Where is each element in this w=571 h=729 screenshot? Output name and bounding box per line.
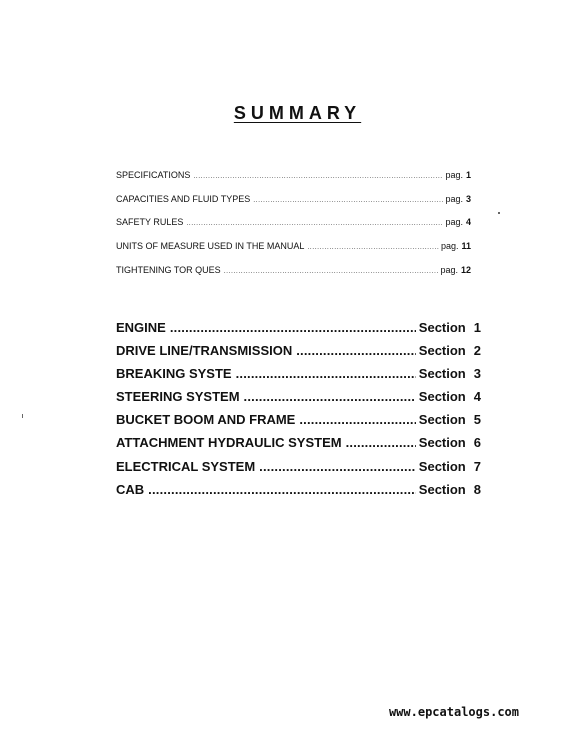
toc-entry-label: SPECIFICATIONS xyxy=(116,170,191,180)
toc-entry xyxy=(116,265,471,289)
section-entry xyxy=(116,366,481,389)
leader-dots xyxy=(253,197,443,204)
section-entry-label: DRIVE LINE/TRANSMISSION xyxy=(116,343,293,359)
leader-dots xyxy=(170,320,416,335)
toc-entry xyxy=(116,170,471,194)
toc-entry-label: TIGHTENING TOR QUES xyxy=(116,264,221,275)
section-entry-label: CAB xyxy=(116,481,145,497)
section-entry-label: ENGINE xyxy=(116,320,166,335)
toc-entry-page: pag. 1 xyxy=(445,170,471,180)
section-entry-number: Section 3 xyxy=(418,366,481,382)
section-entry xyxy=(116,412,481,435)
leader-dots xyxy=(307,244,439,251)
toc-entry-page: pag. 4 xyxy=(445,217,471,228)
toc-entry-label: SAFETY RULES xyxy=(116,217,184,228)
toc-entry-label: UNITS OF MEASURE USED IN THE MANUAL xyxy=(116,241,305,252)
scan-speck xyxy=(22,414,23,418)
toc-entry xyxy=(116,241,471,265)
section-contents-list xyxy=(116,320,481,505)
leader-dots xyxy=(224,268,439,275)
toc-entry-label: CAPACITIES AND FLUID TYPES xyxy=(116,193,251,204)
section-entry-number: Section 6 xyxy=(418,435,481,451)
leader-dots xyxy=(346,435,416,450)
leader-dots xyxy=(299,412,415,427)
section-entry xyxy=(116,343,481,366)
toc-entry-page: pag. 3 xyxy=(445,193,471,204)
leader-dots xyxy=(296,343,416,358)
section-entry-number: Section 2 xyxy=(418,343,481,359)
section-entry-number: Section 8 xyxy=(418,481,481,497)
leader-dots xyxy=(148,482,416,497)
section-entry-number: Section 5 xyxy=(418,412,481,428)
leader-dots xyxy=(244,389,416,404)
section-entry xyxy=(116,482,481,505)
leader-dots xyxy=(193,173,443,180)
section-entry-label: BREAKING SYSTE xyxy=(116,366,232,382)
section-entry-number: Section 7 xyxy=(418,458,481,474)
section-entry-label: BUCKET BOOM AND FRAME xyxy=(116,412,296,428)
section-entry-label: ELECTRICAL SYSTEM xyxy=(116,458,256,474)
toc-entry xyxy=(116,194,471,218)
scan-speck xyxy=(498,212,500,214)
toc-entry-page: pag. 12 xyxy=(440,264,471,275)
watermark-url: www.epcatalogs.com xyxy=(388,705,519,719)
section-entry xyxy=(116,320,481,343)
section-entry xyxy=(116,459,481,482)
leader-dots xyxy=(186,220,443,227)
toc-entry xyxy=(116,217,471,241)
leader-dots xyxy=(259,459,416,474)
toc-entry-page: pag. 11 xyxy=(440,241,471,252)
section-entry xyxy=(116,435,481,458)
section-entry-label: ATTACHMENT HYDRAULIC SYSTEM xyxy=(116,435,342,451)
page-title: SUMMARY xyxy=(233,103,362,123)
section-entry-label: STEERING SYSTEM xyxy=(116,389,240,405)
summary-contents-list xyxy=(116,170,471,288)
section-entry-number: Section 1 xyxy=(418,320,481,335)
section-entry xyxy=(116,389,481,412)
section-entry-number: Section 4 xyxy=(418,389,481,405)
leader-dots xyxy=(236,366,416,381)
